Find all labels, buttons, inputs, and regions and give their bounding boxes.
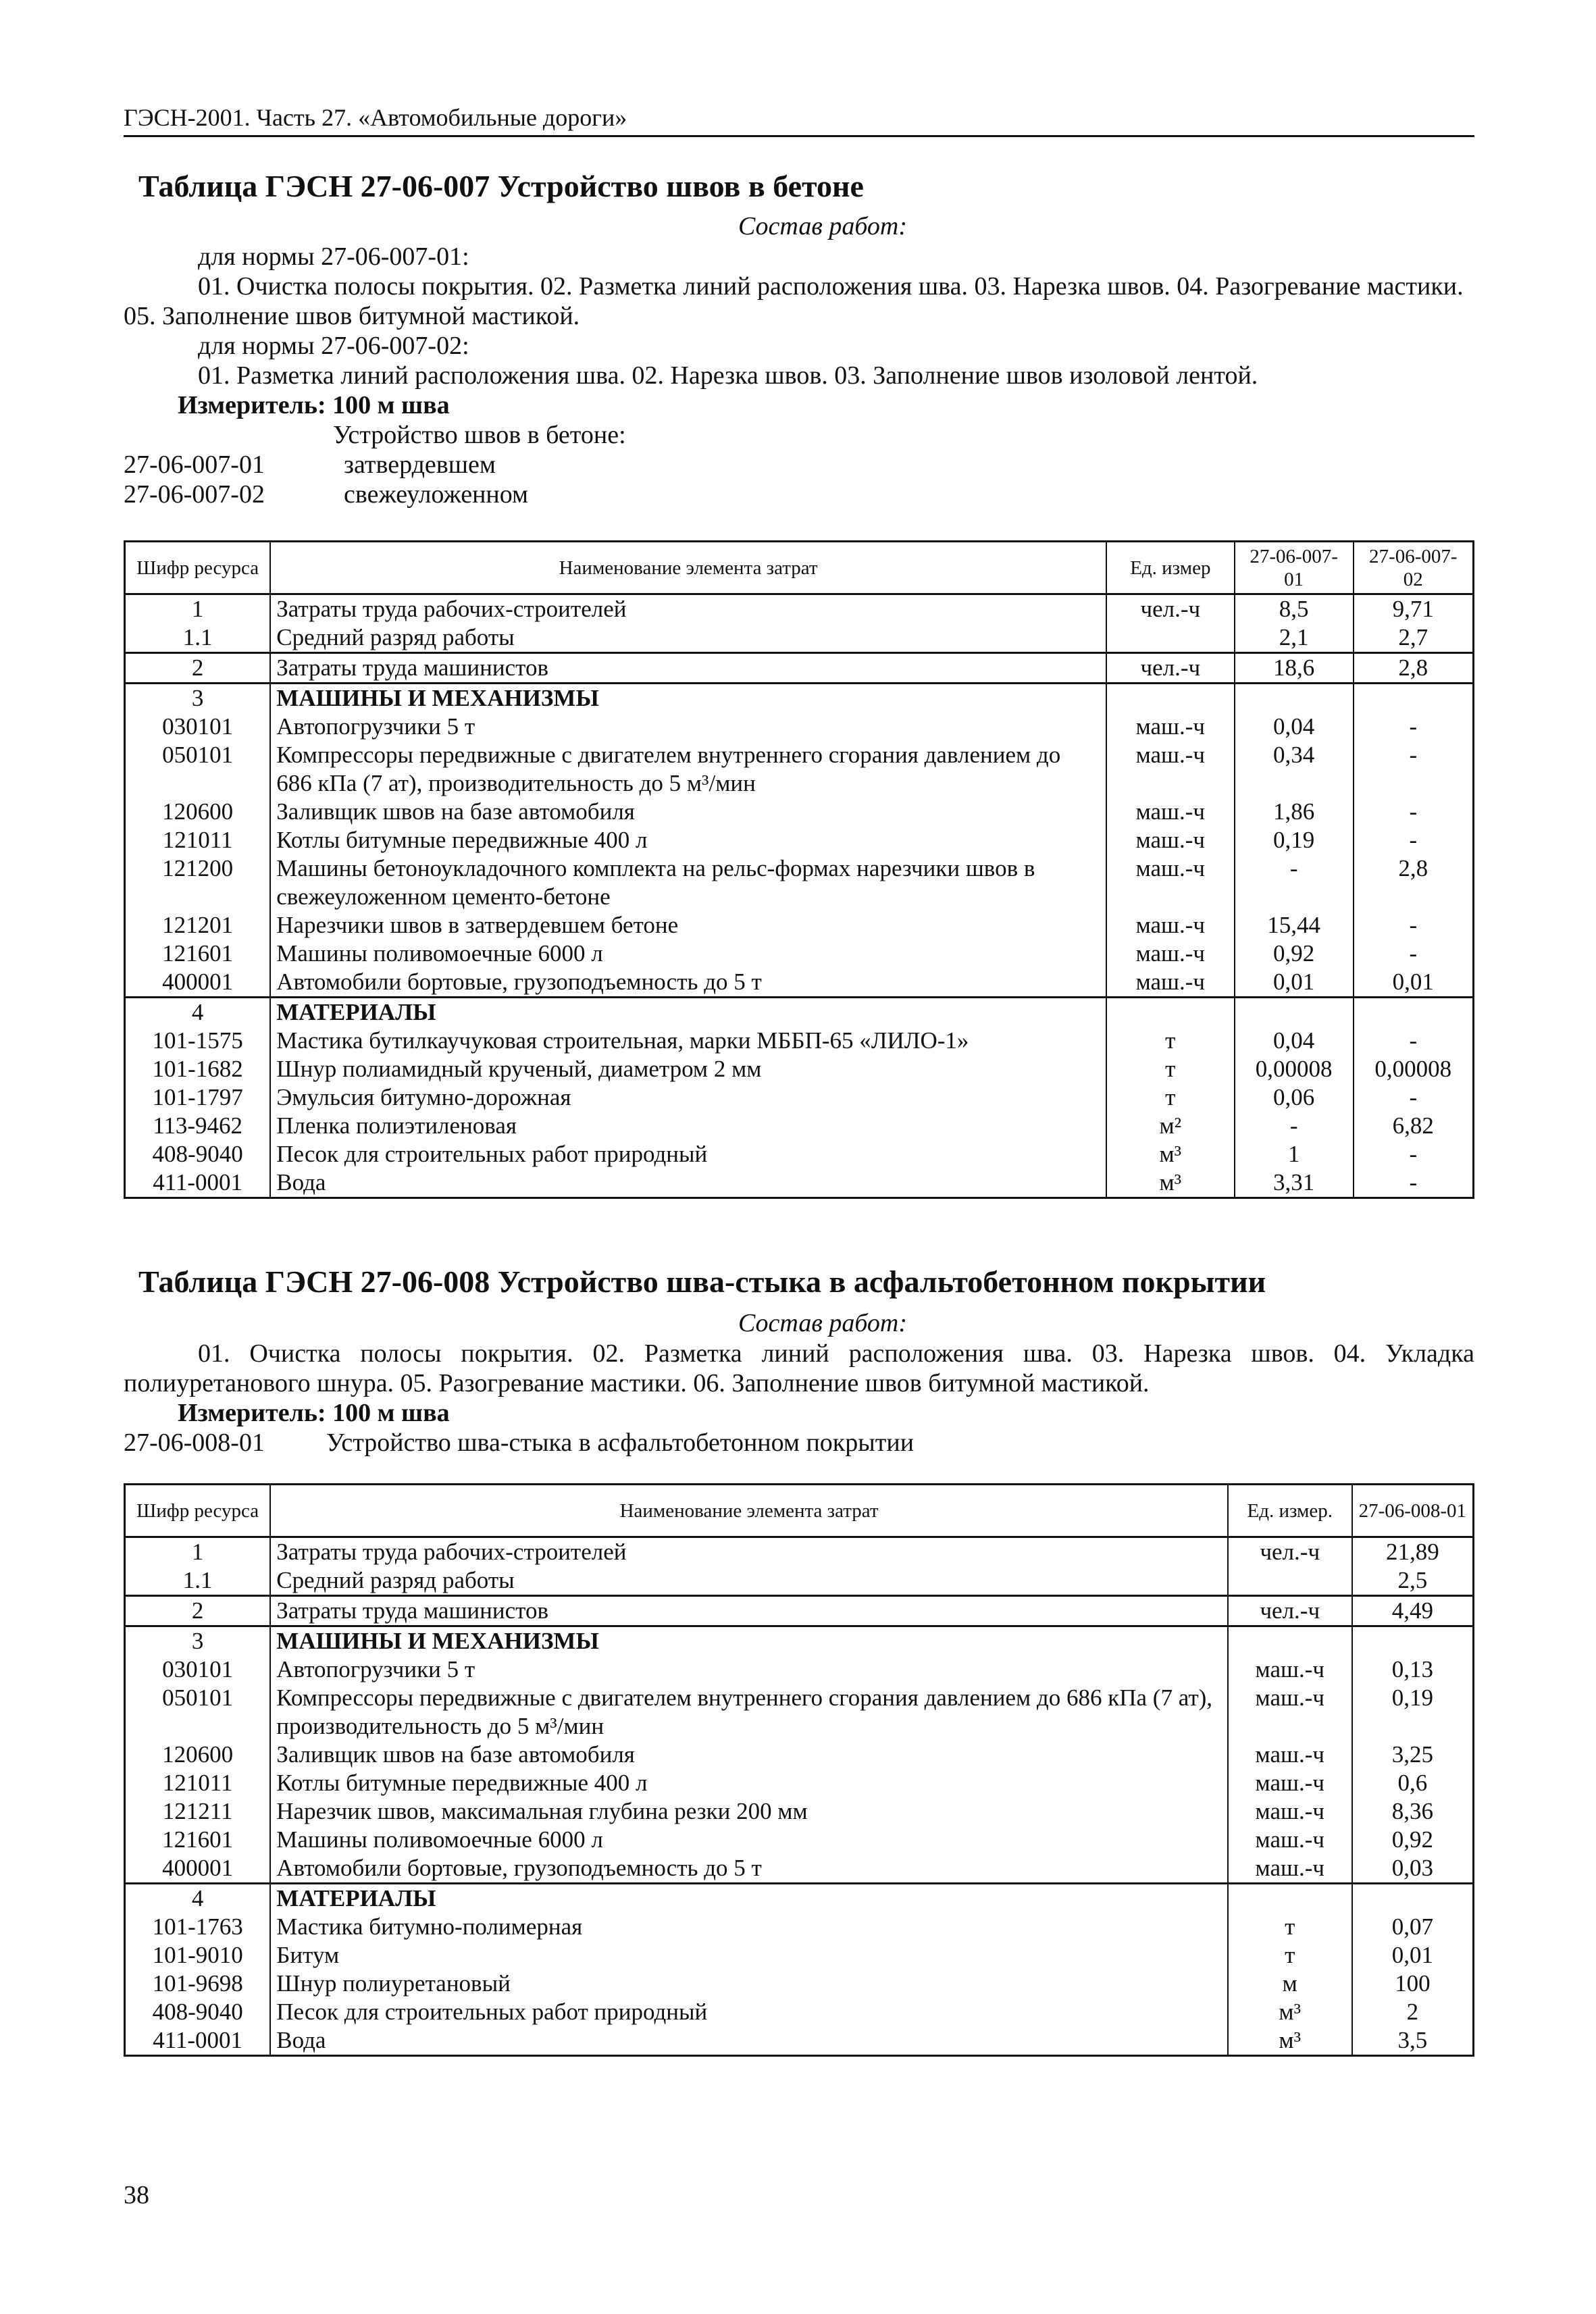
table2-header-col1: 27-06-008-01: [1352, 1485, 1474, 1537]
unit-cell: т: [1106, 1027, 1235, 1055]
norm-value-cell-1: [1235, 684, 1354, 713]
resource-code-cell: 101-1682: [125, 1055, 271, 1083]
norm-value-cell-1: 0,07: [1352, 1913, 1474, 1941]
unit-cell: маш.-ч: [1228, 1854, 1352, 1884]
norm-value-cell-1: -: [1235, 854, 1354, 911]
resource-code-cell: 101-9698: [125, 1970, 271, 1998]
resource-name-cell: Затраты труда машинистов: [270, 653, 1106, 684]
unit-cell: маш.-ч: [1228, 1769, 1352, 1797]
resource-name-cell: Мастика битумно-полимерная: [270, 1913, 1228, 1941]
resource-code-cell: 121200: [125, 854, 271, 911]
unit-cell: маш.-ч: [1228, 1684, 1352, 1741]
unit-cell: т: [1228, 1941, 1352, 1970]
resource-code-cell: 030101: [125, 713, 271, 741]
unit-cell: [1228, 1566, 1352, 1596]
norm-value-cell-2: -: [1354, 1168, 1474, 1198]
table-row: [125, 940, 1474, 968]
resource-code-cell: 411-0001: [125, 1168, 271, 1198]
resource-name-cell: Шнур полиуретановый: [270, 1970, 1228, 1998]
table2-norm-desc: Устройство шва-стыка в асфальтобетонном покрытии: [326, 1429, 915, 1457]
table-row: [125, 653, 1474, 684]
norm-value-cell-1: 0,19: [1235, 826, 1354, 854]
norm-value-cell-1: 0,19: [1352, 1684, 1474, 1741]
unit-cell: маш.-ч: [1106, 798, 1235, 826]
resource-name-cell: Котлы битумные передвижные 400 л: [270, 1769, 1228, 1797]
norm-value-cell-1: 4,49: [1352, 1596, 1474, 1626]
resource-code-cell: 121601: [125, 1826, 271, 1854]
unit-cell: маш.-ч: [1228, 1797, 1352, 1826]
unit-cell: чел.-ч: [1228, 1596, 1352, 1626]
unit-cell: м: [1228, 1970, 1352, 1998]
table1-header-name: Наименование элемента затрат: [270, 542, 1106, 594]
table-row: [125, 1596, 1474, 1626]
resource-code-cell: 101-1797: [125, 1083, 271, 1112]
table2-header-name: Наименование элемента затрат: [270, 1485, 1228, 1537]
resource-name-cell: Вода: [270, 1168, 1106, 1198]
table-row: [125, 1537, 1474, 1567]
table-row: [125, 1140, 1474, 1168]
norm-value-cell-1: 3,31: [1235, 1168, 1354, 1198]
resource-name-cell: Песок для строительных работ природный: [270, 1998, 1228, 2026]
norm-value-cell-1: [1352, 1884, 1474, 1913]
resource-name-cell: Песок для строительных работ природный: [270, 1140, 1106, 1168]
resource-code-cell: 4: [125, 1884, 271, 1913]
resource-code-cell: 101-1575: [125, 1027, 271, 1055]
resource-code-cell: 408-9040: [125, 1140, 271, 1168]
resource-name-cell: Компрессоры передвижные с двигателем внутреннего сгорания давлением до 686 кПа (7 ат), производительность до 5 м³/мин: [270, 741, 1106, 798]
norm-value-cell-2: -: [1354, 911, 1474, 940]
unit-cell: т: [1106, 1083, 1235, 1112]
table1-meter: Измеритель: 100 м шва: [178, 391, 450, 419]
resource-code-cell: 3: [125, 684, 271, 713]
table1-norm-row: [124, 480, 1474, 509]
resource-name-cell: Шнур полиамидный крученый, диаметром 2 мм: [270, 1055, 1106, 1083]
resource-code-cell: 113-9462: [125, 1112, 271, 1140]
table-row: [125, 1655, 1474, 1684]
table1-norm2-label: для нормы 27-06-007-02:: [198, 332, 469, 360]
table1-header-col1: 27-06-007-01: [1235, 542, 1354, 594]
table-row: [125, 2026, 1474, 2056]
table1-group-caption: Устройство швов в бетоне:: [333, 421, 626, 449]
table-row: [125, 1970, 1474, 1998]
resource-code-cell: 121011: [125, 826, 271, 854]
norm-value-cell-1: 1: [1235, 1140, 1354, 1168]
table2-header-unit: Ед. измер.: [1228, 1485, 1352, 1537]
norm-value-cell-1: 21,89: [1352, 1537, 1474, 1567]
norm-value-cell-2: -: [1354, 940, 1474, 968]
table-row: [125, 1826, 1474, 1854]
table2-meter: Измеритель: 100 м шва: [178, 1399, 450, 1427]
resource-code-cell: 1: [125, 1537, 271, 1567]
resource-name-cell: Автопогрузчики 5 т: [270, 1655, 1228, 1684]
table-row: [125, 911, 1474, 940]
table1-title: Таблица ГЭСН 27-06-007 Устройство швов в бетоне: [138, 169, 864, 203]
norm-value-cell-2: 9,71: [1354, 594, 1474, 624]
unit-cell: чел.-ч: [1106, 653, 1235, 684]
resource-name-cell: МАТЕРИАЛЫ: [270, 1884, 1228, 1913]
resource-code-cell: 120600: [125, 798, 271, 826]
table2-body: [125, 1537, 1474, 2056]
unit-cell: т: [1106, 1055, 1235, 1083]
resource-name-cell: Автомобили бортовые, грузоподъемность до 5 т: [270, 968, 1106, 998]
table-row: [125, 1626, 1474, 1656]
resource-name-cell: Пленка полиэтиленовая: [270, 1112, 1106, 1140]
table-row: [125, 1769, 1474, 1797]
norm-value-cell-1: 0,34: [1235, 741, 1354, 798]
unit-cell: маш.-ч: [1106, 968, 1235, 998]
table-row: [125, 1998, 1474, 2026]
resource-name-cell: Автомобили бортовые, грузоподъемность до 5 т: [270, 1854, 1228, 1884]
norm-value-cell-1: 0,04: [1235, 1027, 1354, 1055]
unit-cell: маш.-ч: [1106, 940, 1235, 968]
unit-cell: маш.-ч: [1106, 854, 1235, 911]
norm-value-cell-1: 0,00008: [1235, 1055, 1354, 1083]
norm-value-cell-1: 2,5: [1352, 1566, 1474, 1596]
table-row: [125, 1083, 1474, 1112]
resource-name-cell: Битум: [270, 1941, 1228, 1970]
unit-cell: чел.-ч: [1228, 1537, 1352, 1567]
table-row: [125, 594, 1474, 624]
resource-code-cell: 1.1: [125, 1566, 271, 1596]
resource-name-cell: МАШИНЫ И МЕХАНИЗМЫ: [270, 1626, 1228, 1656]
norm-value-cell-1: 0,92: [1352, 1826, 1474, 1854]
resource-code-cell: 121601: [125, 940, 271, 968]
norm-value-cell-1: 0,92: [1235, 940, 1354, 968]
norm-value-cell-2: 0,00008: [1354, 1055, 1474, 1083]
norm-value-cell-1: 0,06: [1235, 1083, 1354, 1112]
table-row: [125, 854, 1474, 911]
table1-norm-code: 27-06-007-01: [124, 451, 265, 479]
resource-name-cell: Машины бетоноукладочного комплекта на рельс-формах нарезчики швов в свежеуложенном цементо-бетоне: [270, 854, 1106, 911]
table2-composition-text: 01. Очистка полосы покрытия. 02. Разметка линий расположения шва. 03. Нарезка швов. 04. Укладка полиуретанового шнура. 05. Разогревание мастики. 06. Заполнение швов битумной мастикой.: [124, 1339, 1474, 1397]
norm-value-cell-2: 2,7: [1354, 623, 1474, 653]
table-row: [125, 798, 1474, 826]
unit-cell: м³: [1106, 1168, 1235, 1198]
page-number: 38: [124, 2181, 149, 2209]
resource-name-cell: МАТЕРИАЛЫ: [270, 998, 1106, 1027]
table1-norm2-text: 01. Разметка линий расположения шва. 02. Нарезка швов. 03. Заполнение швов изоловой лентой.: [198, 361, 1258, 390]
norm-value-cell-1: 0,6: [1352, 1769, 1474, 1797]
norm-value-cell-1: 2: [1352, 1998, 1474, 2026]
table1-header-unit: Ед. измер: [1106, 542, 1235, 594]
table1-header-col2: 27-06-007-02: [1354, 542, 1474, 594]
table2-norm-row: [124, 1428, 1474, 1458]
norm-value-cell-2: -: [1354, 741, 1474, 798]
unit-cell: чел.-ч: [1106, 594, 1235, 624]
unit-cell: м²: [1106, 1112, 1235, 1140]
resource-code-cell: 121201: [125, 911, 271, 940]
resource-code-cell: 1.1: [125, 623, 271, 653]
resource-code-cell: 411-0001: [125, 2026, 271, 2056]
table1-norm-desc: затвердевшем: [344, 451, 496, 479]
resource-code-cell: 101-9010: [125, 1941, 271, 1970]
resource-name-cell: Заливщик швов на базе автомобиля: [270, 1741, 1228, 1769]
table-row: [125, 1684, 1474, 1741]
norm-value-cell-2: -: [1354, 1027, 1474, 1055]
norm-value-cell-1: 0,04: [1235, 713, 1354, 741]
resource-code-cell: 2: [125, 1596, 271, 1626]
norm-value-cell-1: 0,13: [1352, 1655, 1474, 1684]
norm-value-cell-1: 100: [1352, 1970, 1474, 1998]
table-row: [125, 1566, 1474, 1596]
unit-cell: т: [1228, 1913, 1352, 1941]
table-row: [125, 623, 1474, 653]
unit-cell: [1106, 998, 1235, 1027]
norm-value-cell-1: 0,01: [1235, 968, 1354, 998]
norm-value-cell-1: 0,01: [1352, 1941, 1474, 1970]
resource-name-cell: Средний разряд работы: [270, 1566, 1228, 1596]
norm-value-cell-2: 0,01: [1354, 968, 1474, 998]
norm-value-cell-2: 2,8: [1354, 653, 1474, 684]
table1-norm1-text: 01. Очистка полосы покрытия. 02. Разметка линий расположения шва. 03. Нарезка швов. 04. Разогревание мастики. 05. Заполнение швов битумной мастикой.: [124, 272, 1464, 330]
unit-cell: [1106, 623, 1235, 653]
norm-value-cell-1: [1235, 998, 1354, 1027]
table2-title: Таблица ГЭСН 27-06-008 Устройство шва-стыка в асфальтобетонном покрытии: [138, 1264, 1266, 1299]
resource-name-cell: Компрессоры передвижные с двигателем внутреннего сгорания давлением до 686 кПа (7 ат), производительность до 5 м³/мин: [270, 1684, 1228, 1741]
table-row: [125, 968, 1474, 998]
norm-value-cell-2: 2,8: [1354, 854, 1474, 911]
table1-norm1-label: для нормы 27-06-007-01:: [198, 242, 469, 271]
norm-value-cell-1: 8,36: [1352, 1797, 1474, 1826]
table-row: [125, 1797, 1474, 1826]
unit-cell: маш.-ч: [1228, 1655, 1352, 1684]
table-row: [125, 1913, 1474, 1941]
norm-value-cell-1: 1,86: [1235, 798, 1354, 826]
norm-value-cell-2: -: [1354, 713, 1474, 741]
resource-code-cell: 400001: [125, 1854, 271, 1884]
resource-code-cell: 050101: [125, 1684, 271, 1741]
table-row: [125, 713, 1474, 741]
table-row: [125, 684, 1474, 713]
resource-name-cell: Затраты труда машинистов: [270, 1596, 1228, 1626]
unit-cell: [1228, 1884, 1352, 1913]
resource-code-cell: 2: [125, 653, 271, 684]
unit-cell: [1228, 1626, 1352, 1656]
table1-header-code: Шифр ресурса: [125, 542, 271, 594]
resource-code-cell: 050101: [125, 741, 271, 798]
resource-code-cell: 408-9040: [125, 1998, 271, 2026]
resource-code-cell: 121011: [125, 1769, 271, 1797]
resource-name-cell: Вода: [270, 2026, 1228, 2056]
unit-cell: м³: [1228, 1998, 1352, 2026]
table-row: [125, 741, 1474, 798]
unit-cell: маш.-ч: [1106, 826, 1235, 854]
norm-value-cell-1: -: [1235, 1112, 1354, 1140]
table-row: [125, 1854, 1474, 1884]
table2-grid: [124, 1483, 1474, 2057]
table-row: [125, 1941, 1474, 1970]
resource-name-cell: Котлы битумные передвижные 400 л: [270, 826, 1106, 854]
norm-value-cell-2: -: [1354, 1083, 1474, 1112]
resource-code-cell: 121211: [125, 1797, 271, 1826]
norm-value-cell-1: 0,03: [1352, 1854, 1474, 1884]
norm-value-cell-1: 3,5: [1352, 2026, 1474, 2056]
resource-code-cell: 030101: [125, 1655, 271, 1684]
document-page: [124, 101, 1474, 137]
norm-value-cell-2: [1354, 998, 1474, 1027]
unit-cell: м³: [1106, 1140, 1235, 1168]
resource-code-cell: 4: [125, 998, 271, 1027]
table2-norm-code: 27-06-008-01: [124, 1429, 265, 1457]
norm-value-cell-2: -: [1354, 798, 1474, 826]
table-row: [125, 1027, 1474, 1055]
unit-cell: м³: [1228, 2026, 1352, 2056]
resource-code-cell: 101-1763: [125, 1913, 271, 1941]
resource-name-cell: Средний разряд работы: [270, 623, 1106, 653]
norm-value-cell-2: 6,82: [1354, 1112, 1474, 1140]
resource-name-cell: Мастика бутилкаучуковая строительная, марки МББП-65 «ЛИЛО-1»: [270, 1027, 1106, 1055]
unit-cell: маш.-ч: [1106, 713, 1235, 741]
resource-name-cell: МАШИНЫ И МЕХАНИЗМЫ: [270, 684, 1106, 713]
norm-value-cell-2: -: [1354, 826, 1474, 854]
table-row: [125, 998, 1474, 1027]
resource-name-cell: Заливщик швов на базе автомобиля: [270, 798, 1106, 826]
table2-composition-heading: Состав работ:: [738, 1309, 908, 1337]
resource-code-cell: 1: [125, 594, 271, 624]
resource-code-cell: 3: [125, 1626, 271, 1656]
resource-name-cell: Нарезчик швов, максимальная глубина резки 200 мм: [270, 1797, 1228, 1826]
resource-name-cell: Затраты труда рабочих-строителей: [270, 1537, 1228, 1567]
norm-value-cell-1: 18,6: [1235, 653, 1354, 684]
table-row: [125, 1741, 1474, 1769]
table1-body: [125, 594, 1474, 1198]
resource-name-cell: Эмульсия битумно-дорожная: [270, 1083, 1106, 1112]
norm-value-cell-1: [1352, 1626, 1474, 1656]
norm-value-cell-1: 2,1: [1235, 623, 1354, 653]
table1-norm-row: [124, 450, 1474, 480]
unit-cell: маш.-ч: [1228, 1741, 1352, 1769]
table1-norm-code: 27-06-007-02: [124, 480, 265, 509]
resource-name-cell: Машины поливомоечные 6000 л: [270, 1826, 1228, 1854]
unit-cell: маш.-ч: [1106, 741, 1235, 798]
table-row: [125, 826, 1474, 854]
norm-value-cell-1: 3,25: [1352, 1741, 1474, 1769]
resource-code-cell: 400001: [125, 968, 271, 998]
norm-value-cell-1: 15,44: [1235, 911, 1354, 940]
table1-grid: [124, 540, 1474, 1199]
table1-norm-desc: свежеуложенном: [344, 480, 529, 509]
table1-composition-heading: Состав работ:: [738, 212, 908, 240]
table-row: [125, 1112, 1474, 1140]
resource-name-cell: Автопогрузчики 5 т: [270, 713, 1106, 741]
norm-value-cell-2: [1354, 684, 1474, 713]
resource-name-cell: Машины поливомоечные 6000 л: [270, 940, 1106, 968]
resource-name-cell: Нарезчики швов в затвердевшем бетоне: [270, 911, 1106, 940]
resource-name-cell: Затраты труда рабочих-строителей: [270, 594, 1106, 624]
table-row: [125, 1884, 1474, 1913]
resource-code-cell: 120600: [125, 1741, 271, 1769]
running-header: ГЭСН-2001. Часть 27. «Автомобильные дороги»: [124, 101, 1474, 137]
norm-value-cell-1: 8,5: [1235, 594, 1354, 624]
norm-value-cell-2: -: [1354, 1140, 1474, 1168]
table-row: [125, 1055, 1474, 1083]
unit-cell: маш.-ч: [1228, 1826, 1352, 1854]
unit-cell: [1106, 684, 1235, 713]
table2-header-code: Шифр ресурса: [125, 1485, 271, 1537]
unit-cell: маш.-ч: [1106, 911, 1235, 940]
table-row: [125, 1168, 1474, 1198]
